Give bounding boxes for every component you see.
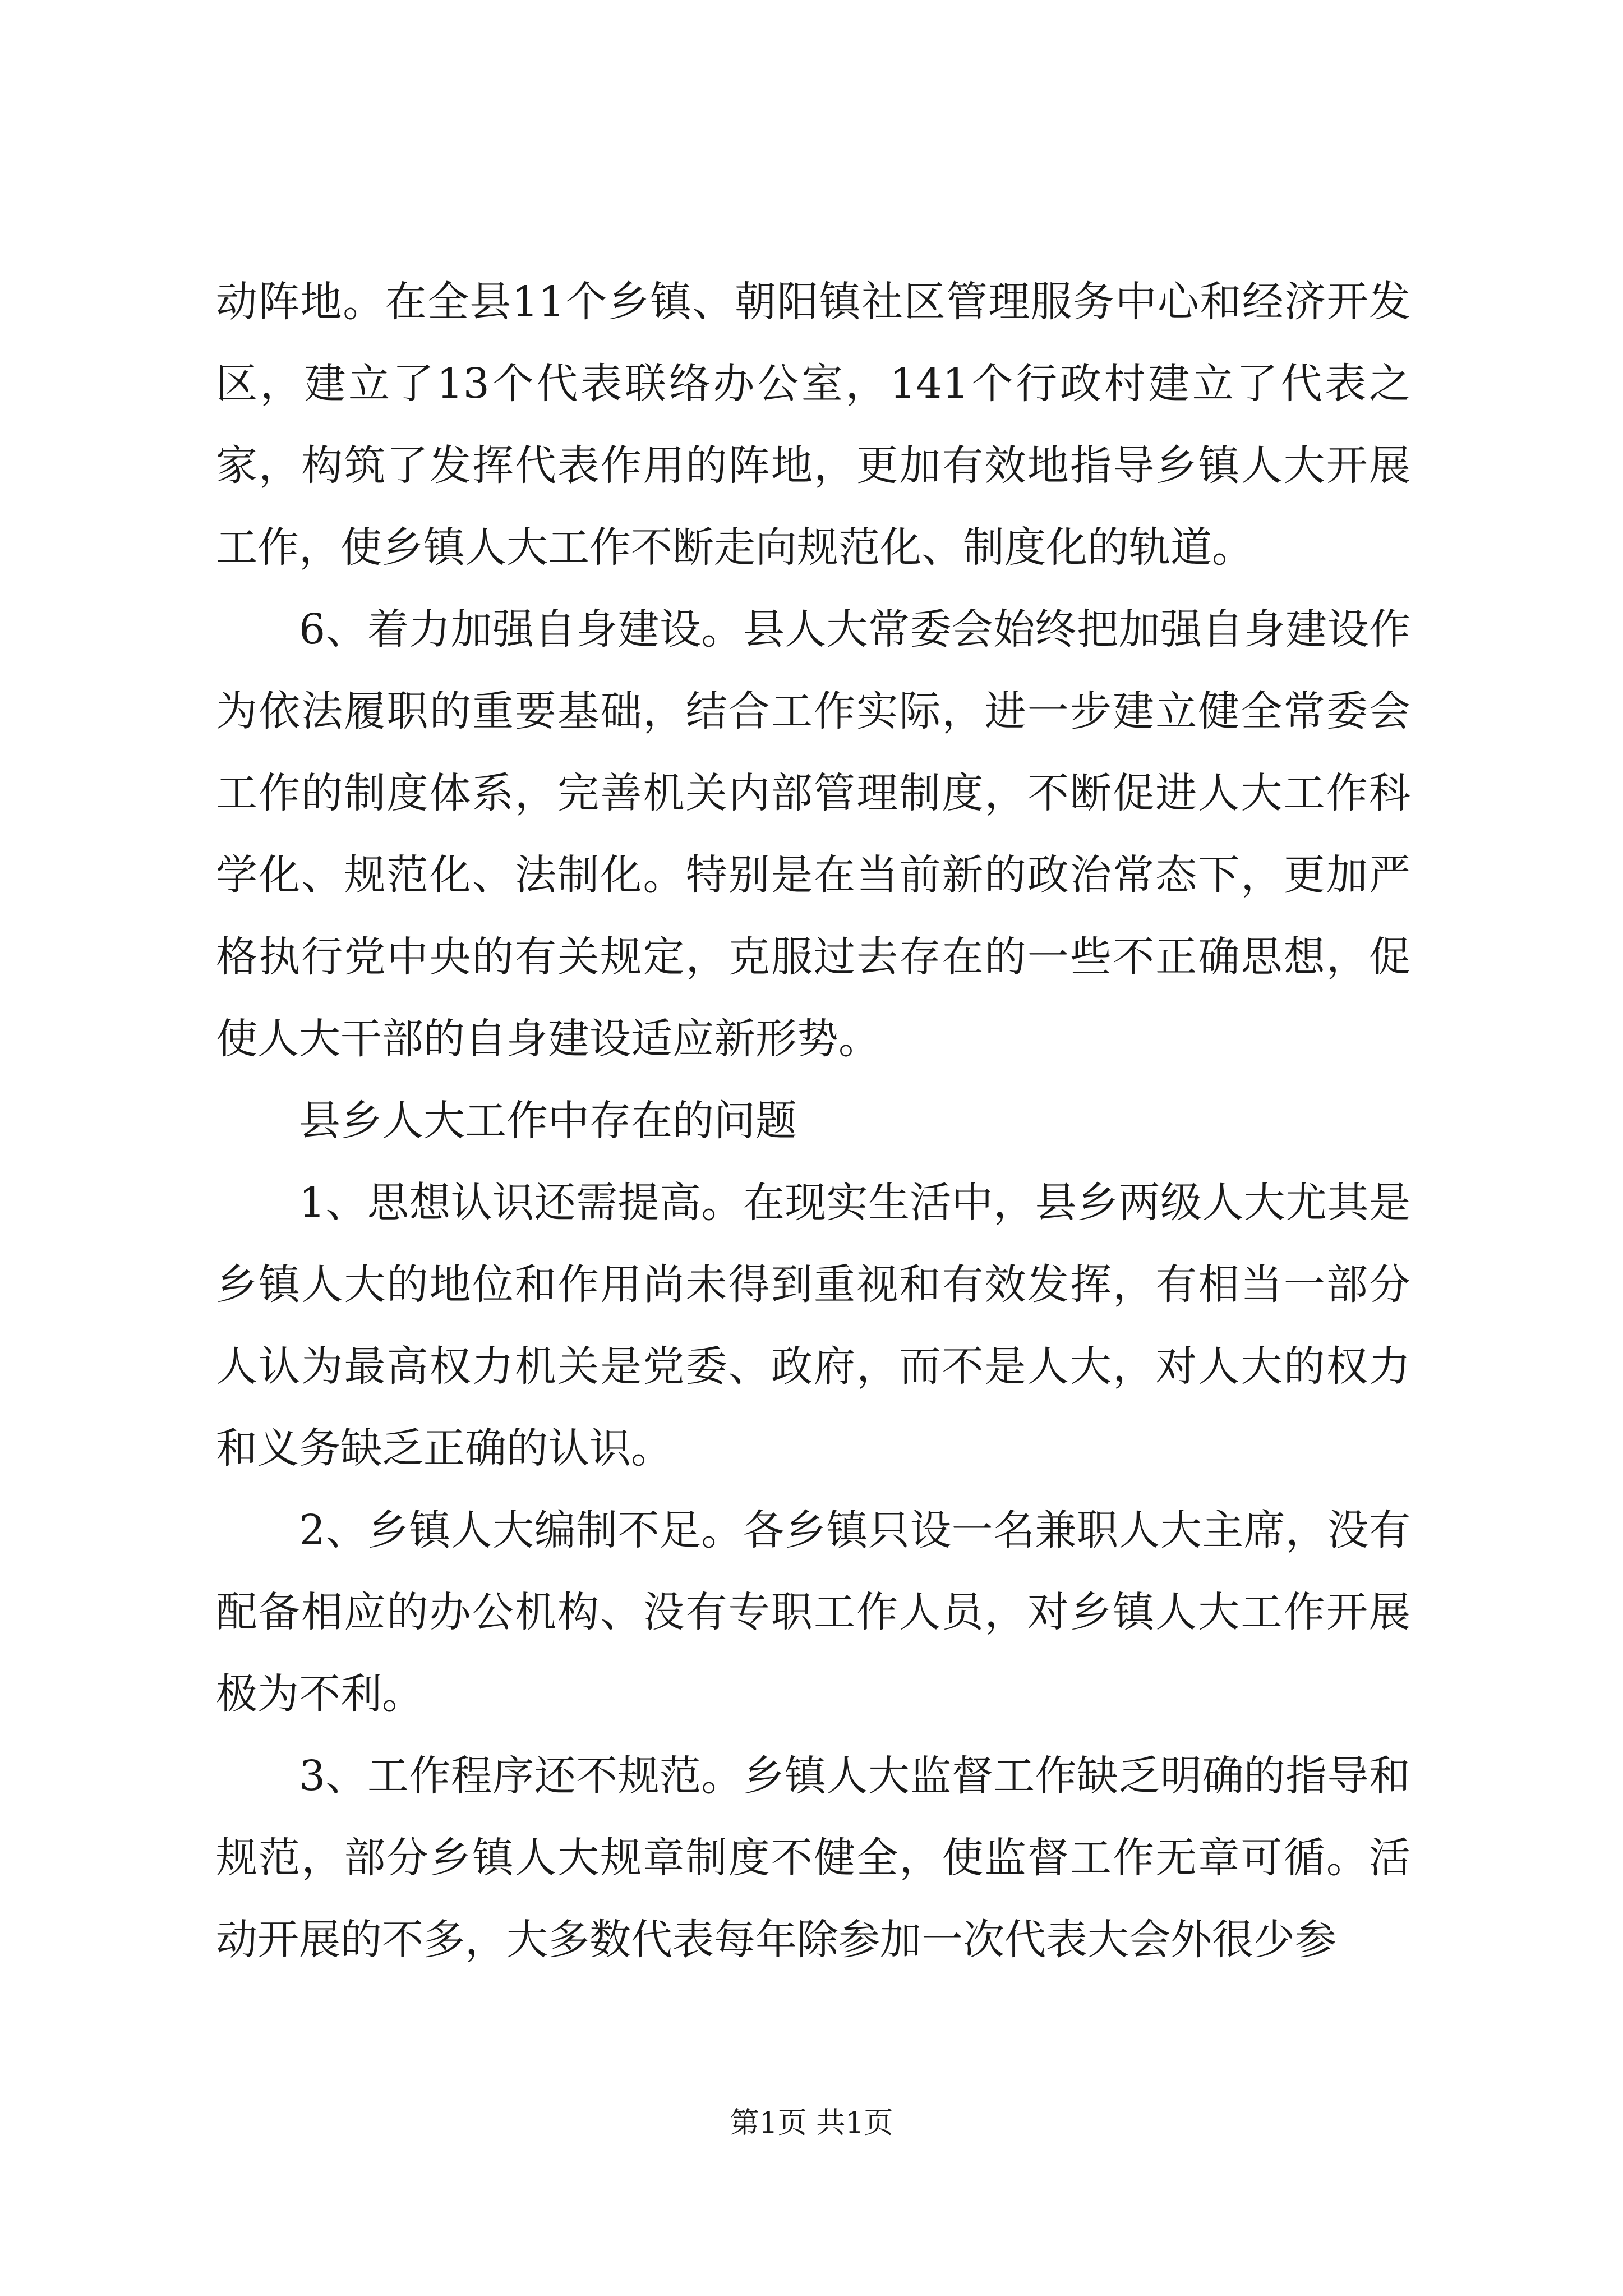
section-heading: 县乡人大工作中存在的问题 [299, 1097, 797, 1145]
paragraph-continuation: 动阵地。在全县11个乡镇、朝阳镇社区管理服务中心和经济开发区，建立了13个代表联络办公室，141个行政村建立了代表之家，构筑了发挥代表作用的阵地，更加有效地指导乡镇人大开展工作，使乡镇人大工作不断走向规范化、制度化的轨道。 [216, 278, 1410, 572]
page-footer: 第1页 共1页 [730, 2106, 893, 2140]
paragraph-item-3: 3、工作程序还不规范。乡镇人大监督工作缺乏明确的指导和规范，部分乡镇人大规章制度不健全，使监督工作无章可循。活动开展的不多，大多数代表每年除参加一次代表大会外很少参 [216, 1752, 1410, 1964]
paragraph-item-6: 6、着力加强自身建设。县人大常委会始终把加强自身建设作为依法履职的重要基础，结合工作实际，进一步建立健全常委会工作的制度体系，完善机关内部管理制度，不断促进人大工作科学化、规范化、法制化。特别是在当前新的政治常态下，更加严格执行党中央的有关规定，克服过去存在的一些不正确思想，促使人大干部的自身建设适应新形势。 [216, 605, 1410, 1063]
document-body [216, 261, 1410, 1981]
paragraph-item-2: 2、乡镇人大编制不足。各乡镇只设一名兼职人大主席，没有配备相应的办公机构、没有专职工作人员，对乡镇人大工作开展极为不利。 [216, 1506, 1410, 1718]
paragraph-item-1: 1、思想认识还需提高。在现实生活中，县乡两级人大尤其是乡镇人大的地位和作用尚未得到重视和有效发挥，有相当一部分人认为最高权力机关是党委、政府，而不是人大，对人大的权力和义务缺乏正确的认识。 [216, 1179, 1410, 1473]
